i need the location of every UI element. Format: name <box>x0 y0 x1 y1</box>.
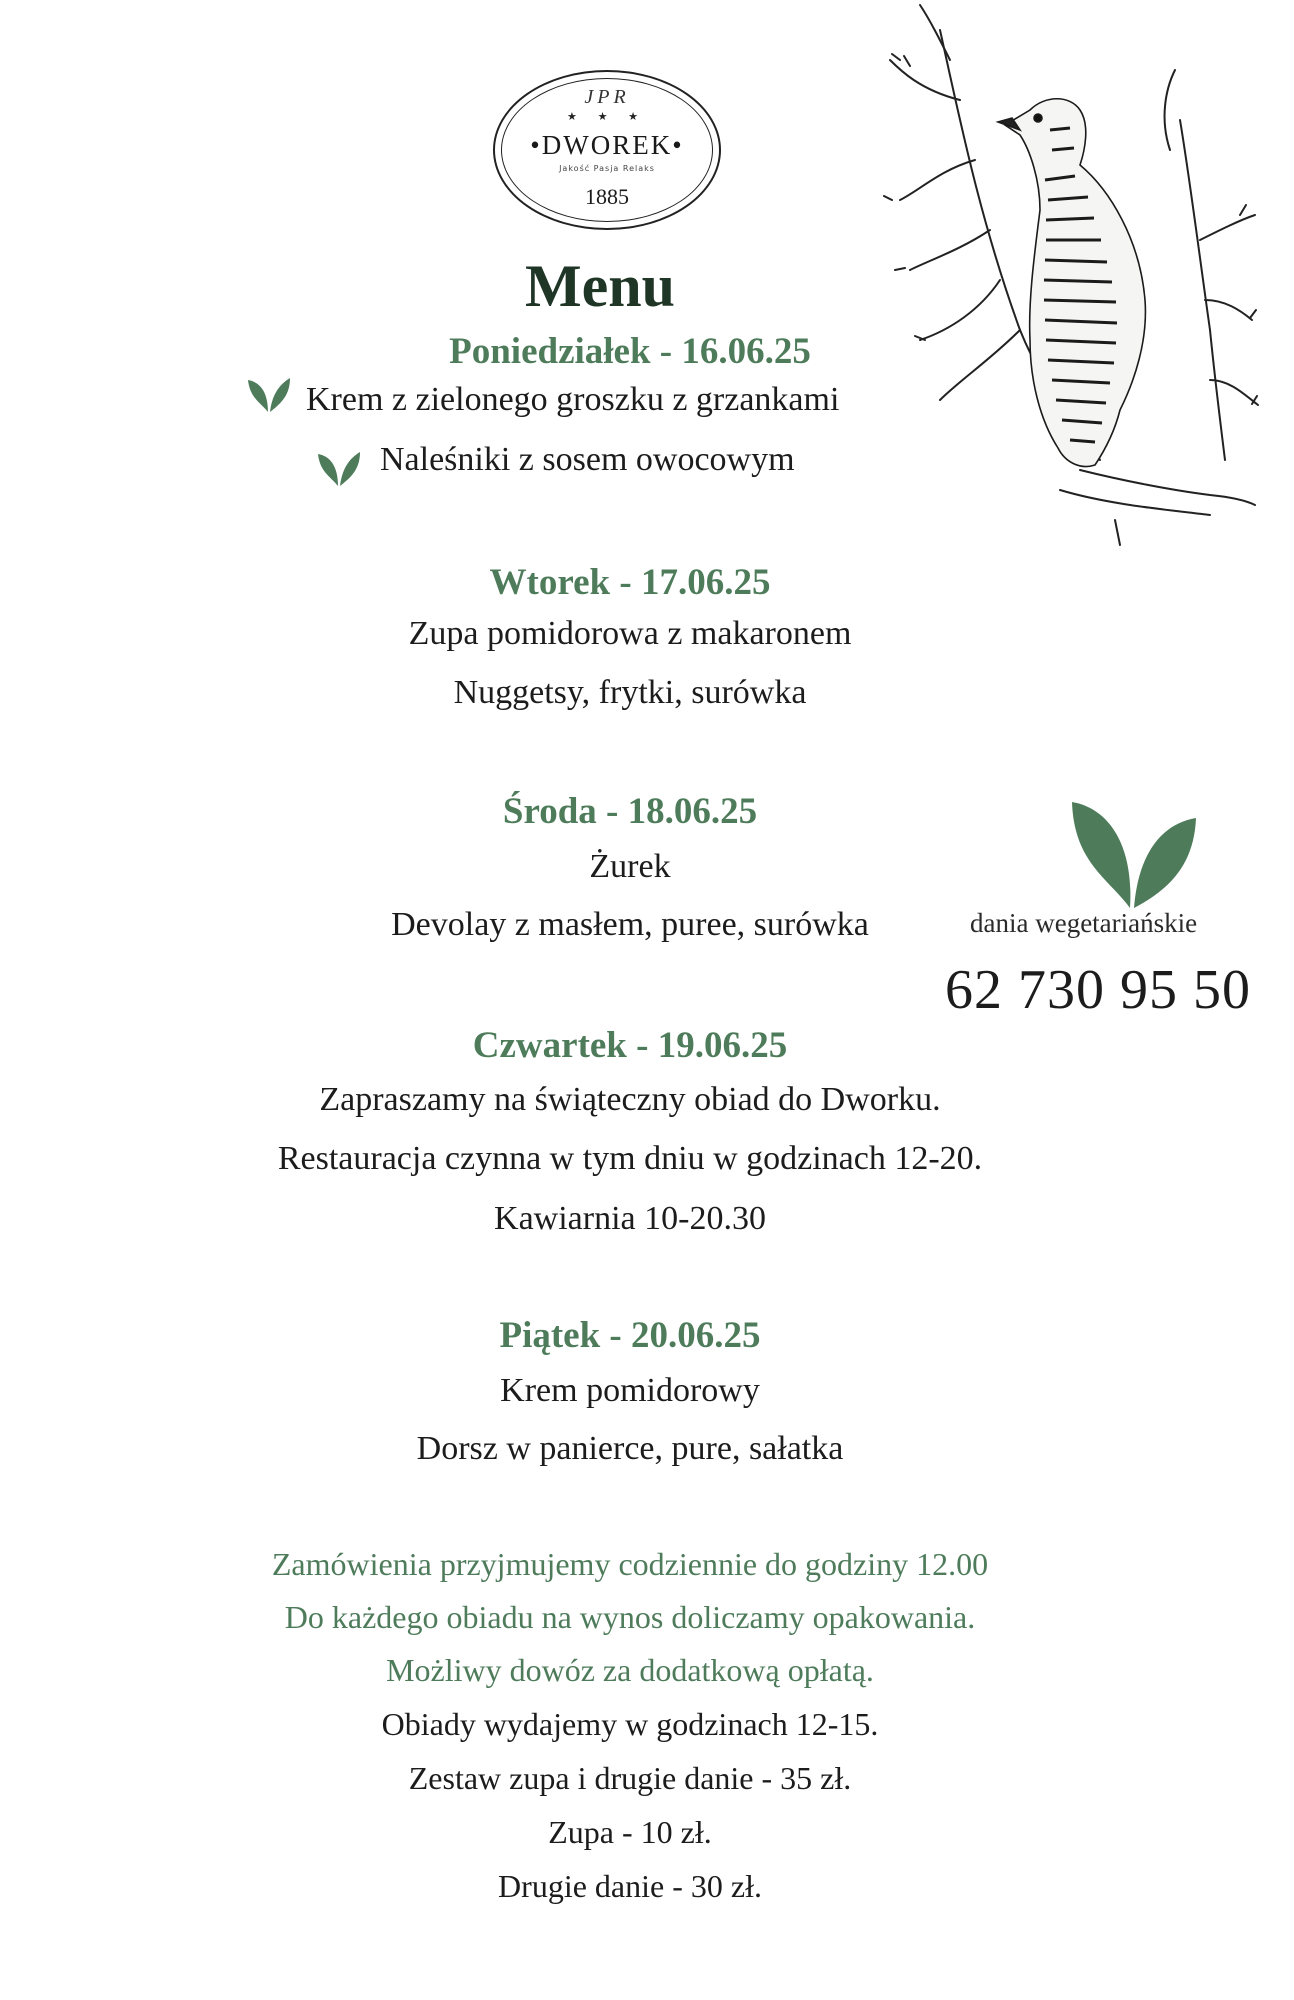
dish-monday-1: Krem z zielonego groszku z grzankami <box>306 381 840 418</box>
note-delivery: Możliwy dowóz za dodatkową opłatą. <box>386 1652 874 1688</box>
note-order-deadline: Zamówienia przyjmujemy codziennie do godziny 12.00 <box>271 1546 989 1582</box>
dworek-logo <box>493 70 721 230</box>
day-header-wednesday: Środa - 18.06.25 <box>502 791 758 832</box>
legend-leaf-icon <box>1068 798 1198 910</box>
dish-friday-2: Dorsz w panierce, pure, sałatka <box>416 1430 844 1467</box>
logo-tagline: Jakość Pasja Relaks <box>559 164 655 173</box>
dish-monday-2: Naleśniki z sosem owocowym <box>380 441 795 478</box>
logo-monogram: JPR <box>584 86 630 108</box>
note-packaging: Do każdego obiadu na wynos doliczamy opakowania. <box>284 1599 976 1635</box>
logo-stars: ★ ★ ★ <box>566 111 648 123</box>
price-set: Zestaw zupa i drugie danie - 35 zł. <box>408 1760 852 1796</box>
grouse-illustration <box>880 0 1260 560</box>
dish-thursday-1: Zapraszamy na świąteczny obiad do Dworku. <box>319 1081 941 1118</box>
dish-tuesday-1: Zupa pomidorowa z makaronem <box>408 615 852 652</box>
day-header-tuesday: Wtorek - 17.06.25 <box>489 562 771 603</box>
dish-tuesday-2: Nuggetsy, frytki, surówka <box>453 674 807 711</box>
price-main-course: Drugie danie - 30 zł. <box>498 1868 762 1904</box>
dish-thursday-3: Kawiarnia 10-20.30 <box>494 1200 766 1237</box>
day-header-monday: Poniedziałek - 16.06.25 <box>449 331 811 372</box>
day-header-friday: Piątek - 20.06.25 <box>499 1315 761 1356</box>
day-header-thursday: Czwartek - 19.06.25 <box>472 1025 788 1066</box>
dish-friday-1: Krem pomidorowy <box>500 1372 760 1409</box>
dish-wednesday-1: Żurek <box>589 848 671 885</box>
logo-name: •DWOREK• <box>530 130 684 160</box>
vegetarian-legend-label: dania wegetariańskie <box>970 908 1198 938</box>
logo-year: 1885 <box>585 184 629 209</box>
menu-title: Menu <box>525 253 675 319</box>
price-soup: Zupa - 10 zł. <box>548 1814 712 1850</box>
dish-wednesday-2: Devolay z masłem, puree, surówka <box>391 906 869 943</box>
phone-number: 62 730 95 50 <box>945 959 1251 1021</box>
vegetarian-leaf-icon <box>316 448 362 488</box>
dish-thursday-2: Restauracja czynna w tym dniu w godzinach 12-20. <box>277 1140 983 1177</box>
vegetarian-leaf-icon <box>246 374 292 414</box>
note-serving-hours: Obiady wydajemy w godzinach 12-15. <box>381 1706 879 1742</box>
